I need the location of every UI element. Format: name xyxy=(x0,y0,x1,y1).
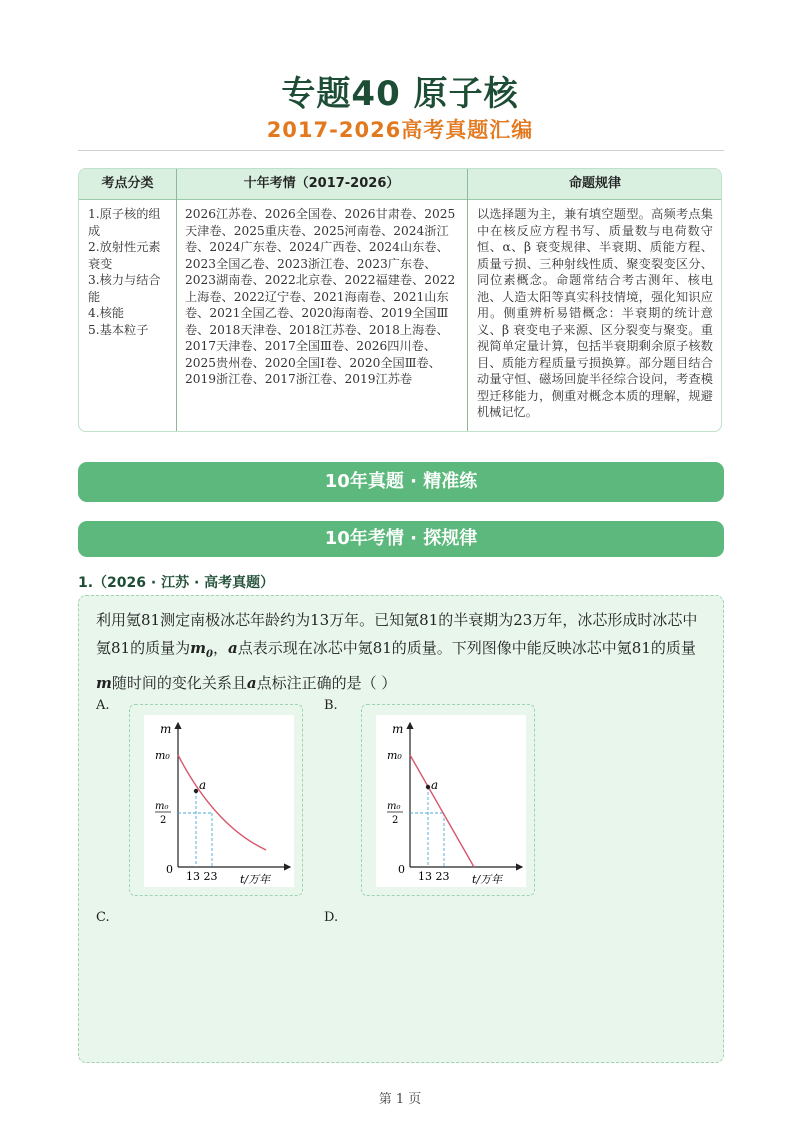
x-axis-label: t/万年 xyxy=(240,873,271,886)
m-symbol: m xyxy=(96,674,112,692)
y-axis-label: m xyxy=(392,722,404,736)
question-text-part: 点表示现在冰芯中氪81的质量。下列图像中能反映冰芯中氪81的质量 xyxy=(237,639,696,657)
m0-tick-label: m₀ xyxy=(155,749,170,762)
question-text xyxy=(96,606,708,697)
category-item: 3.核力与结合能 xyxy=(88,273,161,304)
category-cell xyxy=(88,206,172,338)
header-exams: 十年考情（2017-2026） xyxy=(243,176,400,191)
a-symbol: a xyxy=(246,674,257,692)
option-b-label: B. xyxy=(324,698,338,713)
half-tick-denominator: 2 xyxy=(392,815,399,826)
category-item: 4.核能 xyxy=(88,306,125,320)
origin-label: 0 xyxy=(166,863,173,876)
half-tick-numerator: m₀ xyxy=(387,801,401,812)
decay-curve xyxy=(178,755,266,850)
question-label: 1.（2026 · 江苏 · 高考真题） xyxy=(78,575,275,591)
a-symbol: a xyxy=(227,639,238,657)
m0-tick-label: m₀ xyxy=(387,749,402,762)
title-divider xyxy=(78,150,724,151)
graph-a xyxy=(144,715,294,887)
practice-banner: 10年真题 · 精准练 xyxy=(78,462,724,502)
x-tick-labels: 13 23 xyxy=(418,870,450,883)
graph-a-frame xyxy=(129,704,303,896)
point-a xyxy=(426,785,430,789)
graph-b-frame xyxy=(361,704,535,896)
x-tick-labels: 13 23 xyxy=(186,870,218,883)
option-c-label: C. xyxy=(96,910,110,925)
half-tick-denominator: 2 xyxy=(160,815,167,826)
column-divider xyxy=(467,169,468,431)
question-text-part: 随时间的变化关系且 xyxy=(111,674,247,692)
y-axis-label: m xyxy=(160,722,172,736)
question-text-part: ， xyxy=(212,639,228,657)
graph-b xyxy=(376,715,526,887)
page-subtitle: 2017-2026高考真题汇编 xyxy=(266,118,534,142)
question-text-part: 利用氪81测定南极冰芯年龄约为13万年。已知氪81的半衰期为23万年，冰芯形成时冰芯中氪81的质量为 xyxy=(96,611,698,657)
exams-cell: 2026江苏卷、2026全国卷、2026甘肃卷、2025天津卷、2025重庆卷、2025河南卷、2024浙江卷、2024广东卷、2024广西卷、2024山东卷、2023全国乙卷、2023浙江卷、2023广东卷、2023湖南卷、2022北京卷、2022福建卷、2022上海卷、2022辽宁卷、2021海南卷、2021山东卷、2021全国乙卷、2020海南卷、2019全国Ⅲ卷、2018天津卷、2018江苏卷、2018上海卷、2017天津卷、2017全国Ⅲ卷、2026四川卷、2025贵州卷、2020全国Ⅰ卷、2020全国Ⅲ卷、2019浙江卷、2017浙江卷、2019江苏卷 xyxy=(185,207,456,386)
point-a-label: a xyxy=(199,778,207,792)
page-number: 第 1 页 xyxy=(378,1092,422,1107)
page-title: 专题40 原子核 xyxy=(281,74,519,114)
summary-table xyxy=(78,168,722,432)
option-a-label: A. xyxy=(96,698,110,713)
category-item: 5.基本粒子 xyxy=(88,322,149,337)
header-rules: 命题规律 xyxy=(568,176,621,191)
category-item: 1.原子核的组成 xyxy=(88,207,161,238)
column-divider xyxy=(176,169,177,431)
trend-banner: 10年考情 · 探规律 xyxy=(78,521,724,557)
point-a xyxy=(194,789,198,793)
header-category: 考点分类 xyxy=(101,176,154,191)
point-a-label: a xyxy=(431,778,439,792)
option-d-label: D. xyxy=(324,910,339,925)
rules-cell: 以选择题为主，兼有填空题型。高频考点集中在核反应方程书写、质量数与电荷数守恒、α、β 衰变规律、半衰期、质能方程、质量亏损、三种射线性质、聚变裂变区分、同位素概念。命题常结合考古测年、核电池、人造太阳等真实科技情境，强化知识应用。侧重辨析易错概念：半衰期的统计意义、β 衰变电子来源、区分裂变与聚变。重视简单定量计算，包括半衰期剩余原子核数目、质能方程质量亏损换算。部分题目结合动量守恒、磁场回旋半径综合设问，考查模型迁移能力，侧重对概念本质的理解，规避机械记忆。 xyxy=(477,207,713,419)
half-tick-numerator: m₀ xyxy=(155,801,169,812)
origin-label: 0 xyxy=(398,863,405,876)
m0-symbol: $m_0$ xyxy=(190,639,213,660)
decay-line xyxy=(410,755,474,867)
x-axis-label: t/万年 xyxy=(472,873,503,886)
question-text-part: 点标注正确的是（ ） xyxy=(256,674,397,692)
category-item: 2.放射性元素衰变 xyxy=(88,240,161,271)
